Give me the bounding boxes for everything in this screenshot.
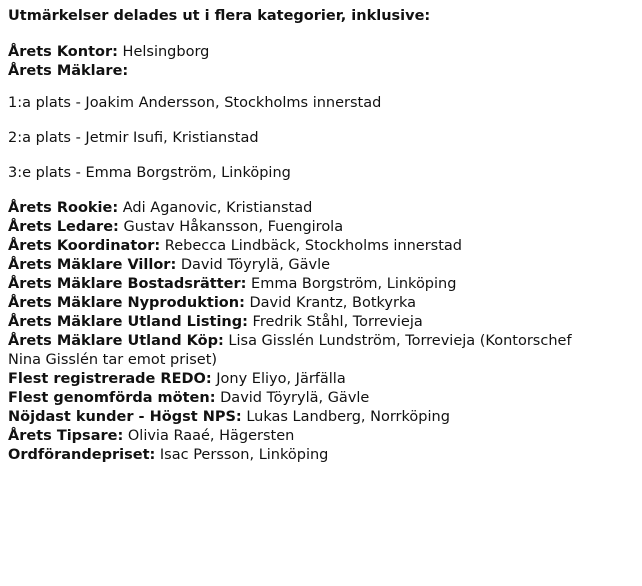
award-arets-maklare-villor [8,257,634,273]
award-value: David Töyrylä, Gävle [180,257,331,273]
award-arets-rookie [8,200,634,216]
award-value: David Töyrylä, Gävle [220,390,370,406]
award-label: Årets Rookie: [8,200,119,216]
award-arets-maklare-bostadsratter [8,276,634,292]
award-flest-genomforda-moten [8,390,634,406]
broker-place-1: 1:a plats - Joakim Andersson, Stockholms innerstad [8,95,382,111]
award-arets-maklare-utland-kop [8,333,634,349]
award-arets-kontor [8,44,634,60]
award-nojdast-kunder-hogst-nps [8,409,634,425]
award-value: Olivia Raaé, Hägersten [127,428,295,444]
award-arets-koordinator [8,238,634,254]
award-label: Nöjdast kunder - Högst NPS: [8,409,242,425]
broker-place-3: 3:e plats - Emma Borgström, Linköping [8,165,291,181]
broker-place-2: 2:a plats - Jetmir Isufi, Kristianstad [8,130,259,146]
award-label: Årets Mäklare Nyproduktion: [8,295,245,311]
award-value: David Krantz, Botkyrka [249,295,416,311]
award-label: Flest registrerade REDO: [8,371,212,387]
award-value: Isac Persson, Linköping [159,447,329,463]
award-arets-maklare-heading [8,63,634,79]
award-label: Årets Mäklare Utland Köp: [8,333,224,349]
award-label: Årets Mäklare Villor: [8,257,177,273]
award-value: Jony Eliyo, Järfälla [216,371,346,387]
award-value: Lukas Landberg, Norrköping [246,409,450,425]
award-flest-registrerade-redo [8,371,634,387]
intro-paragraph: Utmärkelser delades ut i flera kategorier, inklusive: [8,8,431,24]
award-value: Emma Borgström, Linköping [251,276,457,292]
award-value: Gustav Håkansson, Fuengirola [123,219,344,235]
award-label: Ordförandepriset: [8,447,156,463]
award-label: Årets Tipsare: [8,428,124,444]
award-label: Årets Koordinator: [8,238,161,254]
award-arets-maklare-utland-kop-continuation: Nina Gisslén tar emot priset) [8,352,218,368]
award-arets-maklare-nyproduktion [8,295,634,311]
award-value: Rebecca Lindbäck, Stockholms innerstad [164,238,463,254]
award-label: Årets Mäklare: [8,63,129,79]
award-value: Adi Aganovic, Kristianstad [122,200,313,216]
award-ordforandepriset [8,447,634,463]
award-value: Helsingborg [122,44,210,60]
award-label: Flest genomförda möten: [8,390,216,406]
award-arets-ledare [8,219,634,235]
award-label: Årets Kontor: [8,44,118,60]
award-value: Lisa Gisslén Lundström, Torrevieja (Kontorschef [228,333,572,349]
award-value: Fredrik Ståhl, Torrevieja [252,314,423,330]
award-label: Årets Mäklare Utland Listing: [8,314,248,330]
award-arets-tipsare [8,428,634,444]
award-arets-maklare-utland-listing [8,314,634,330]
award-label: Årets Ledare: [8,219,119,235]
award-label: Årets Mäklare Bostadsrätter: [8,276,247,292]
